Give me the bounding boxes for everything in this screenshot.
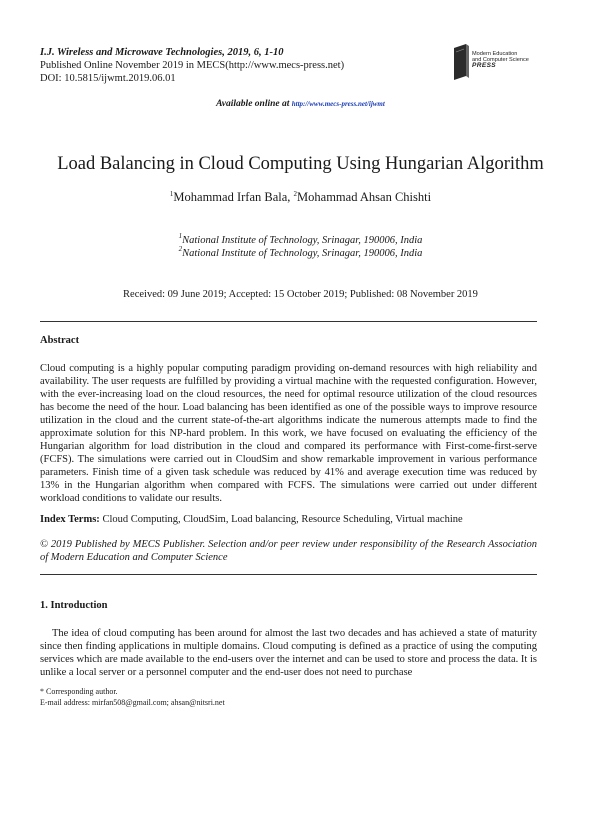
affiliation-1-marker: 1: [178, 232, 183, 240]
copyright-notice: © 2019 Published by MECS Publisher. Selection and/or peer review under responsibility of the Research Association of Modern Education and Computer Science: [40, 539, 537, 563]
index-terms-text: Cloud Computing, CloudSim, Load balancing, Resource Scheduling, Virtual machine: [99, 514, 463, 525]
logo-line-2: and Computer Science: [472, 57, 529, 64]
author-2: Mohammad Ahsan Chishti: [297, 190, 432, 204]
introduction-heading: 1. Introduction: [40, 600, 108, 611]
author-1: Mohammad Irfan Bala,: [173, 190, 294, 204]
logo-line-3: PRESS: [472, 62, 497, 70]
affiliations: [0, 234, 601, 260]
divider-top: [40, 321, 537, 322]
affiliation-2-text: National Institute of Technology, Srinagar, 190006, India: [182, 248, 423, 259]
divider-bottom: [40, 574, 537, 575]
published-line: Published Online November 2019 in MECS(http://www.mecs-press.net): [40, 60, 345, 71]
introduction-text: The idea of cloud computing has been around for almost the last two decades and has achieved a state of maturity since then finding applications in multiple domains. Cloud computing is defined as a practice of using the computing services which are made available to the end-users over the internet and can be used to store and process the data. It is unlike a local server or a personnel computer and the end-user does not need to purchase: [40, 628, 537, 678]
paper-title: Load Balancing in Cloud Computing Using Hungarian Algorithm: [57, 154, 544, 174]
available-online: [0, 99, 601, 109]
author-2-marker: 2: [293, 190, 298, 198]
journal-volume: 2019, 6, 1-10: [224, 47, 284, 58]
journal-url-link[interactable]: http://www.mecs-press.net/ijwmt: [291, 100, 385, 108]
affiliation-1: [0, 234, 601, 247]
index-terms: [40, 514, 537, 525]
book-icon: [452, 42, 472, 82]
author-list: [0, 190, 601, 205]
email-addresses: E-mail address: mirfan508@gmail.com; ahsan@nitsri.net: [40, 698, 225, 707]
corresponding-author-note: * Corresponding author.: [40, 687, 118, 696]
journal-name: I.J. Wireless and Microwave Technologies,: [40, 47, 225, 58]
available-online-label: Available online at: [216, 99, 292, 109]
publisher-logo: [452, 40, 562, 88]
author-1-marker: 1: [169, 190, 174, 198]
affiliation-2-marker: 2: [178, 245, 183, 253]
footnote: [40, 686, 225, 708]
publication-dates: Received: 09 June 2019; Accepted: 15 October 2019; Published: 08 November 2019: [123, 289, 478, 300]
journal-header: [40, 46, 344, 85]
affiliation-1-text: National Institute of Technology, Srinagar, 190006, India: [182, 235, 423, 246]
doi-line: DOI: 10.5815/ijwmt.2019.06.01: [40, 73, 176, 84]
index-terms-label: Index Terms:: [40, 514, 100, 525]
logo-line-1: Modern Education: [472, 51, 518, 57]
abstract-text: Cloud computing is a highly popular computing paradigm providing on-demand resources with high reliability and availability. The user requests are fulfilled by providing a virtual machine with the requested configuration. However, with the ever-increasing load on the cloud resources, the need for optimal resource utilization of the cloud resources has become the need of the hour. Load balancing has been identified as one of the possible ways to improve resource utilization in the cloud and the current state-of-the-art algorithms indicate the numerous attempts made to find the approximate solution for this NP-hard problem. In this work, we have focused on evaluating the efficiency of the Hungarian algorithm for load distribution in the cloud and compared its performance with First-come-first-serve (FCFS). The simulations were carried out in CloudSim and show remarkable improvement in various performance parameters. Finish time of a given task schedule was reduced by 41% and average execution time was reduced by 13% in the Hungarian algorithm when compared with FCFS. The simulations were carried out under different workload conditions to validate our results.: [40, 363, 537, 504]
affiliation-2: [0, 247, 601, 260]
abstract-heading: Abstract: [40, 335, 80, 346]
